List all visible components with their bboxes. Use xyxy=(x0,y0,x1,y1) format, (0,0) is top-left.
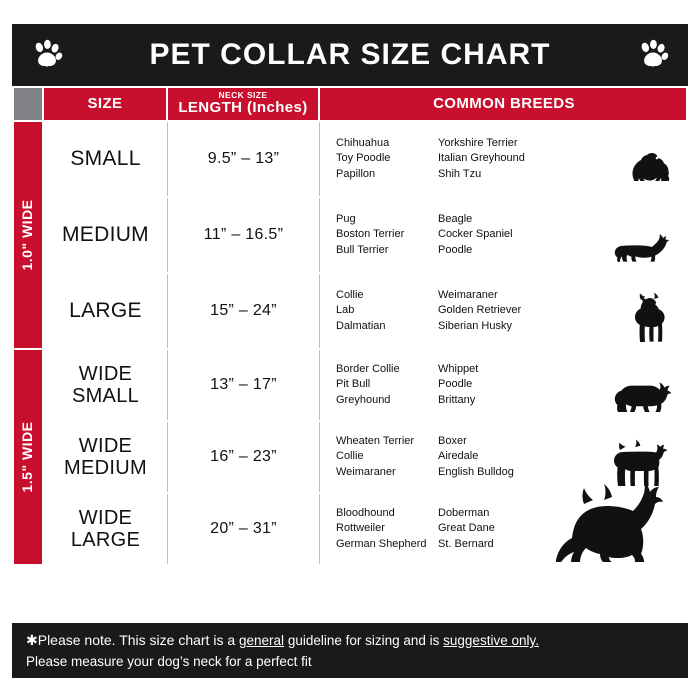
breed-column-1 xyxy=(336,362,438,408)
boxer-silhouette xyxy=(602,430,680,490)
breed-name: Greyhound xyxy=(336,393,391,406)
table-row xyxy=(44,348,688,420)
breed-column-2 xyxy=(438,506,550,552)
breed-name: Doberman xyxy=(438,507,490,520)
breed-name: Poodle xyxy=(438,243,473,256)
column-header-breeds: COMMON BREEDS xyxy=(320,86,688,120)
breed-name: Whippet xyxy=(438,363,479,376)
footer-note xyxy=(12,623,688,678)
cell-breeds xyxy=(320,422,688,492)
breed-name: Weimaraner xyxy=(336,465,396,478)
group-label-1-5-wide xyxy=(12,348,44,564)
group-1-0-wide xyxy=(12,120,688,348)
column-header-size: SIZE xyxy=(44,86,168,120)
size-chart-table xyxy=(12,86,688,623)
header-corner-cell xyxy=(12,86,44,120)
beagle-silhouette xyxy=(606,226,680,270)
breed-name: Dalmatian xyxy=(336,319,386,332)
breed-name: Weimaraner xyxy=(438,289,498,302)
cell-size-line-2: MEDIUM xyxy=(64,457,147,479)
cell-breeds xyxy=(320,198,688,272)
breed-name: Boxer xyxy=(438,435,467,448)
cell-breeds xyxy=(320,122,688,196)
breed-name: Great Dane xyxy=(438,522,495,535)
small-fluffy-dog-silhouette xyxy=(620,140,680,194)
breed-name: St. Bernard xyxy=(438,537,494,550)
paw-icon xyxy=(636,38,670,72)
cell-length: 9.5” – 13” xyxy=(168,122,320,196)
breed-name: Collie xyxy=(336,450,364,463)
breed-name: Italian Greyhound xyxy=(438,152,525,165)
cell-size: LARGE xyxy=(44,274,168,348)
breed-name: Airedale xyxy=(438,450,479,463)
cell-size: MEDIUM xyxy=(44,198,168,272)
breed-name: Poodle xyxy=(438,378,473,391)
breed-name: Pug xyxy=(336,213,356,226)
table-row xyxy=(44,120,688,196)
table-header-row xyxy=(12,86,688,120)
bulldog-silhouette xyxy=(608,370,680,418)
table-row xyxy=(44,420,688,492)
breed-name: German Shepherd xyxy=(336,537,427,550)
group-label-text: 1.5" WIDE xyxy=(19,421,35,493)
group-label-text: 1.0" WIDE xyxy=(19,199,35,271)
breed-column-1 xyxy=(336,212,438,258)
cell-size-line-1: WIDE xyxy=(78,506,133,529)
breed-name: Chihuahua xyxy=(336,137,390,150)
group-label-1-0-wide xyxy=(12,120,44,348)
breed-name: Brittany xyxy=(438,393,476,406)
breed-name: Lab xyxy=(336,304,355,317)
breed-name: Collie xyxy=(336,289,364,302)
cell-size-line-1: WIDE xyxy=(78,362,133,385)
cell-breeds xyxy=(320,350,688,420)
cell-size-line-2: SMALL xyxy=(71,385,140,407)
footer-line-1 xyxy=(26,630,674,652)
large-dog-silhouette xyxy=(618,288,680,346)
chart-header xyxy=(12,24,688,86)
cell-size-line-2: LARGE xyxy=(70,529,141,551)
cell-size xyxy=(44,350,168,420)
cell-length: 20” – 31” xyxy=(168,494,320,564)
cell-length: 16” – 23” xyxy=(168,422,320,492)
table-row xyxy=(44,272,688,348)
breed-name: Cocker Spaniel xyxy=(438,228,513,241)
breed-name: Pit Bull xyxy=(336,378,371,391)
breed-name: Beagle xyxy=(438,213,473,226)
group-1-5-wide xyxy=(12,348,688,564)
cell-length: 11” – 16.5” xyxy=(168,198,320,272)
breed-column-2 xyxy=(438,434,550,480)
breed-name: Bull Terrier xyxy=(336,243,389,256)
cell-size-line-1: WIDE xyxy=(78,434,133,457)
group-2-rows xyxy=(44,348,688,564)
breed-name: Papillon xyxy=(336,167,376,180)
breed-name: Yorkshire Terrier xyxy=(438,137,518,150)
table-row xyxy=(44,196,688,272)
cell-size xyxy=(44,494,168,564)
cell-size xyxy=(44,422,168,492)
group-1-rows xyxy=(44,120,688,348)
column-header-length xyxy=(168,86,320,120)
breed-name: Siberian Husky xyxy=(438,319,512,332)
breed-name: Toy Poodle xyxy=(336,152,391,165)
breed-column-2 xyxy=(438,288,550,334)
cell-length: 15” – 24” xyxy=(168,274,320,348)
cell-length: 13” – 17” xyxy=(168,350,320,420)
footer-underline-suggestive: suggestive only. xyxy=(443,633,539,648)
breed-column-2 xyxy=(438,136,550,182)
breed-name: Rottweiler xyxy=(336,522,385,535)
breed-name: Golden Retriever xyxy=(438,304,522,317)
breed-name: Bloodhound xyxy=(336,507,395,520)
breed-column-2 xyxy=(438,212,550,258)
breed-name: Shih Tzu xyxy=(438,167,482,180)
cell-breeds xyxy=(320,274,688,348)
breed-column-2 xyxy=(438,362,550,408)
footer-underline-general: general xyxy=(239,633,285,648)
breed-column-1 xyxy=(336,506,438,552)
paw-icon xyxy=(30,38,64,72)
breed-column-1 xyxy=(336,288,438,334)
footer-line-2: Please measure your dog’s neck for a perfect fit xyxy=(26,653,312,669)
footer-note-prefix: ✱Please note. This size chart is a xyxy=(26,632,240,648)
breed-name: Boston Terrier xyxy=(336,228,405,241)
page-title: PET COLLAR SIZE CHART xyxy=(149,38,551,71)
column-header-length-sub: NECK SIZE xyxy=(218,89,268,100)
footer-note-middle: guideline for sizing and is xyxy=(284,633,444,648)
breed-column-1 xyxy=(336,434,438,480)
breed-name: Wheaten Terrier xyxy=(336,435,415,448)
breed-column-1 xyxy=(336,136,438,182)
breed-name: Border Collie xyxy=(336,363,400,376)
column-header-length-main: LENGTH (Inches) xyxy=(178,99,308,117)
cell-size: SMALL xyxy=(44,122,168,196)
cell-breeds xyxy=(320,494,688,564)
breed-name: English Bulldog xyxy=(438,465,514,478)
table-row xyxy=(44,492,688,564)
